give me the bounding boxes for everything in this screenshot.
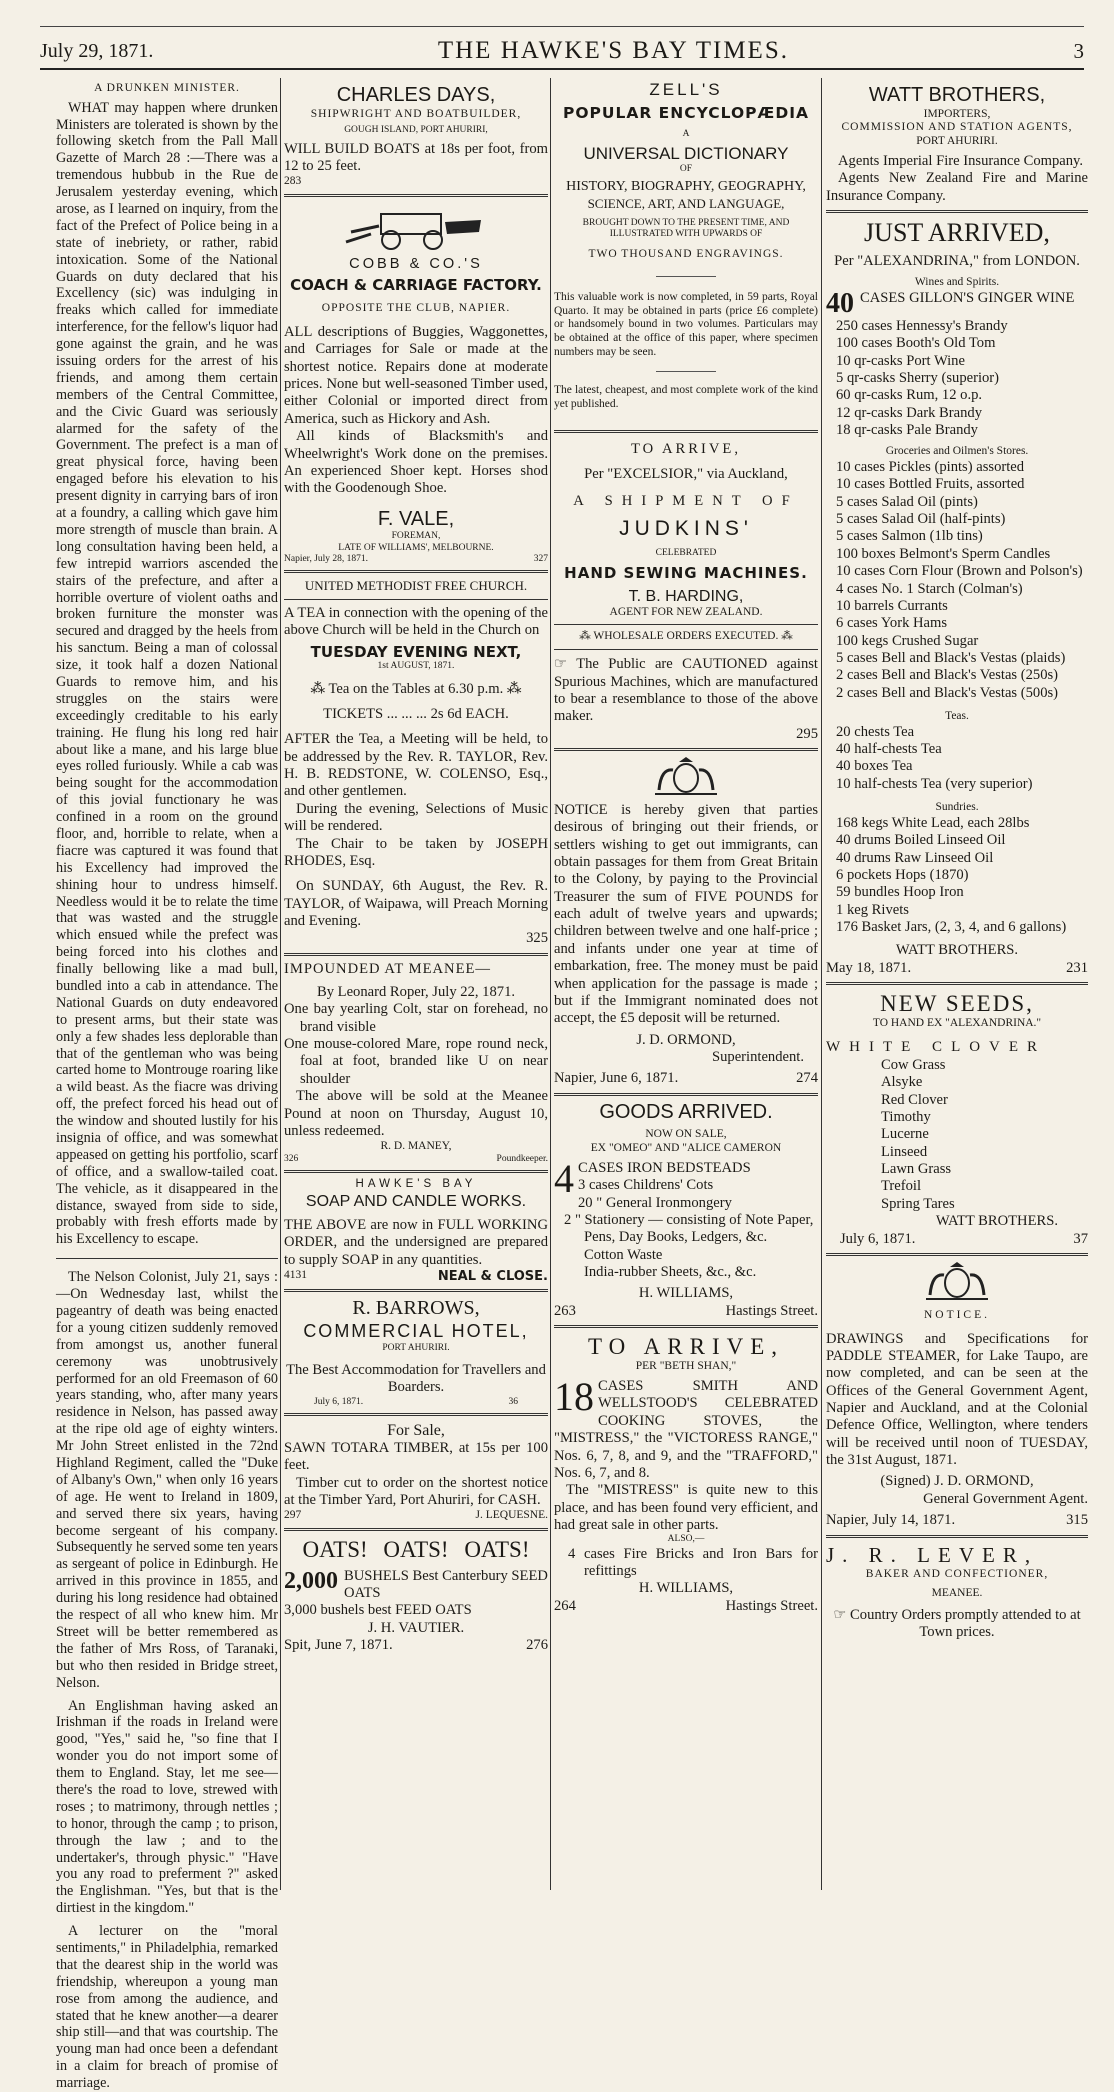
ad-signature: NEAL & CLOSE. bbox=[437, 1269, 548, 1285]
list-item: 100 kegs Crushed Sugar bbox=[836, 632, 979, 649]
ad-number: 264 bbox=[554, 1597, 576, 1614]
list-item: 10 cases Pickles (pints) assorted bbox=[836, 459, 1025, 476]
ad-number: 37 bbox=[1073, 1230, 1088, 1247]
ad-text: CELEBRATED bbox=[655, 547, 717, 558]
list-item: 100 boxes Belmont's Sperm Candles bbox=[836, 545, 1051, 562]
list-item: Timothy bbox=[881, 1109, 931, 1126]
page-number: 3 bbox=[1073, 38, 1084, 63]
ad-heading: JUST ARRIVED, bbox=[864, 217, 1050, 247]
ad-text bbox=[284, 681, 548, 698]
ad-address: PORT AHURIRI. bbox=[382, 1342, 450, 1353]
royal-arms-icon bbox=[922, 1261, 992, 1303]
ad-role: Superintendent. bbox=[711, 1048, 804, 1065]
ad-text: The Chair to be taken by JOSEPH RHODES, Esq. bbox=[284, 835, 548, 869]
list-item: 10 cases Corn Flour (Brown and Polson's) bbox=[836, 563, 1083, 580]
ad-number: 36 bbox=[508, 1396, 518, 1407]
ad-address: PORT AHURIRI. bbox=[916, 135, 998, 148]
list-item: 168 kegs White Lead, each 28lbs bbox=[836, 814, 1030, 831]
ad-heading: COACH & CARRIAGE FACTORY. bbox=[290, 275, 542, 294]
divider bbox=[656, 371, 716, 372]
ad-number: 297 bbox=[284, 1509, 302, 1522]
ad-date: Napier, July 14, 1871. bbox=[826, 1512, 956, 1529]
ad-text: The Best Accommodation for Travellers and Boarders. bbox=[286, 1361, 546, 1396]
ad-text: One mouse-colored Mare, rope round neck, foal at foot, branded like U on near shoulder bbox=[284, 1036, 548, 1087]
ad-text: THE ABOVE are now in FULL WORKING ORDER, and the undersigned are prepared to supply SOAP in any quantities. bbox=[284, 1216, 548, 1268]
divider bbox=[284, 570, 548, 573]
list-item: 5 qr-casks Sherry (superior) bbox=[836, 369, 1000, 386]
list-item: 20 chests Tea bbox=[836, 723, 915, 740]
list-item: 5 cases Salad Oil (half-pints) bbox=[836, 511, 1006, 528]
ad-heading: J. R. LEVER, bbox=[826, 1542, 1039, 1567]
royal-arms-icon bbox=[651, 756, 721, 798]
ad-text: This valuable work is now completed, in 59 parts, Royal Quarto. It may be obtained in parts (price £6 complete) or handsomely bound in two volumes. Particulars may be obtained at the office of this paper, where specimen numbers may be seen. bbox=[554, 290, 818, 358]
divider bbox=[284, 1413, 548, 1416]
oats-block bbox=[284, 1568, 548, 1603]
ad-text: PER "BETH SHAN," bbox=[635, 1360, 737, 1373]
ad-number: 263 bbox=[554, 1302, 576, 1319]
divider bbox=[656, 276, 716, 277]
ad-heading: TO ARRIVE, bbox=[630, 440, 741, 457]
ad-text: By Leonard Roper, July 22, 1871. bbox=[316, 984, 516, 1001]
ad-signature: WATT BROTHERS. bbox=[935, 1213, 1058, 1230]
list-item: 5 cases Salmon (1lb tins) bbox=[836, 528, 983, 545]
list-item: Lawn Grass bbox=[881, 1161, 952, 1178]
goods-list bbox=[554, 1155, 818, 1282]
article-text: WHAT may happen where drunken Ministers are tolerated is shown by the following sketch from the Pall Mall Gazette of March 28 :—There was a tremendous hubbub in the Rue de Jerusalem yesterday evening, which arose, as I learned on inquiry, from the fact of the Prefect of Police being in a state of inebriety, or rather, rabid intoxication. Some of the National Guards on duty declared that his Excellency (sic) was indulging in freaks which called for immediate interference, for the fellow's liquor had gone against the grain, and he was issuing orders for the arrest of his friends, and among them certain members of the Central Committee, and the Civic Guard was seriously alarmed for the safety of the Government. The prefect is a man of great physical force, having been engaged before his elevation to his present dignity in carrying bars of iron at a foundry, a calling which gave him more strength of muscle than brain. A long consultation having been held, a few intrepid warriors ascended the stairs of the prefecture, and after a horrible overture of violent oaths and broken furniture the monster was secured and dragged by the heels from his sanctum. Being a man of colossal size, it took half a dozen National Guards to remove him, and his struggles on the stairs were exceedingly creditable to his early training. He flung his long red hair about like a mane, and his large blue eyes rolled furiously. While a cab was being sought for the accommodation of this jovial functionary he was confined in a room on the ground floor, and, horrible to relate, when a fiacre was captured it was found that his Excellency had improved the shining hour to undress himself. Needless would it be to relate the time that was wasted and the struggle which ensued while the prefect was being forced into his clothes and finally bellowing like a mad bull, bundled into a cab in attendance. The National Guards on duty endeavored to present arms, but their state was only a few shades less deplorable than that of the gentleman who was being carted home to Montrouge roaring like a wild beast. As the fiacre was driving off, the prefect forced his head out of the window and shouted lustily for his insignia of office, and was somewhat appeased on getting his portfolio, scarf of office, and a swallow-tailed coat. The vehicle, as it disappeared in the distance, swayed from side to side, probably with fresh efforts made by his Excellency to escape. bbox=[56, 99, 278, 1248]
ad-number: 274 bbox=[796, 1070, 818, 1087]
ad-text: The "MISTRESS" is quite new to this place, and has been found very efficient, and had great sale in other parts. bbox=[554, 1482, 818, 1533]
ad-heading: SCIENCE, ART, AND LANGUAGE, bbox=[587, 196, 785, 212]
ad-footer bbox=[826, 1231, 1088, 1248]
ad-number: 295 bbox=[796, 725, 818, 742]
divider bbox=[554, 624, 818, 625]
ad-text: Agents New Zealand Fire and Marine Insurance Company. bbox=[826, 170, 1088, 204]
ad-role: Poundkeeper. bbox=[496, 1153, 548, 1164]
ad-subheading: COMMISSION AND STATION AGENTS, bbox=[841, 121, 1073, 134]
masthead bbox=[40, 34, 1084, 70]
ad-address: GOUGH ISLAND, PORT AHURIRI, bbox=[344, 125, 488, 136]
divider bbox=[826, 210, 1088, 213]
ad-text: SAWN TOTARA TIMBER, at 15s per 100 feet. bbox=[284, 1440, 548, 1474]
ad-footer bbox=[554, 1070, 818, 1087]
article-title: A DRUNKEN MINISTER. bbox=[94, 82, 240, 94]
ad-text: A bbox=[682, 128, 690, 139]
ad-text: A TEA in connection with the opening of the above Church will be held in the Church on bbox=[284, 604, 548, 639]
ad-text: WILL BUILD BOATS at 18s per foot, from 12 to 25 feet. bbox=[284, 140, 548, 175]
list-item: 5 cases Salad Oil (pints) bbox=[836, 493, 978, 510]
ad-text: Agents Imperial Fire Insurance Company. bbox=[838, 152, 1084, 169]
ad-heading: HISTORY, BIOGRAPHY, GEOGRAPHY, bbox=[566, 179, 806, 195]
divider bbox=[826, 1253, 1088, 1256]
ad-number: 326 bbox=[284, 1153, 299, 1164]
divider bbox=[284, 1528, 548, 1531]
ad-footer bbox=[284, 1509, 548, 1523]
column-rule bbox=[821, 78, 822, 1890]
ad-signature: R. D. MANEY, bbox=[380, 1140, 452, 1153]
ad-number: 327 bbox=[533, 554, 548, 565]
list-item: 10 barrels Currants bbox=[836, 597, 948, 614]
ad-text: On SUNDAY, 6th August, the Rev. R. TAYLOR, of Waipawa, will Preach Morning and Evening. bbox=[284, 878, 548, 929]
list-item: Spring Tares bbox=[881, 1195, 955, 1212]
list-item: Alsyke bbox=[881, 1074, 923, 1091]
ad-role: AGENT FOR NEW ZEALAND. bbox=[609, 605, 763, 618]
ad-heading: SOAP AND CANDLE WORKS. bbox=[305, 1192, 527, 1210]
ad-subheading: TO HAND EX "ALEXANDRINA." bbox=[872, 1017, 1042, 1030]
ad-heading: COBB & CO.'S bbox=[349, 256, 483, 273]
list-item: 10 half-chests Tea (very superior) bbox=[836, 775, 1033, 792]
ad-heading: UNIVERSAL DICTIONARY bbox=[583, 143, 789, 163]
list-item: 18 qr-casks Pale Brandy bbox=[836, 422, 978, 439]
tea-time: Tea on the Tables at 6.30 p.m. bbox=[328, 680, 504, 697]
ad-signature: F. VALE, bbox=[377, 507, 455, 530]
divider bbox=[284, 599, 548, 600]
column-rule bbox=[280, 78, 281, 1890]
ad-heading: JUDKINS' bbox=[619, 516, 753, 540]
ad-text: DRAWINGS and Specifications for PADDLE STEAMER, for Lake Taupo, are now completed, and can be seen at the Offices of the General Government Agent, Napier and Auckland, and at the Colonial Defence Office, Wellington, where tenders will be received until noon of TUESDAY, the 31st August, 1871. bbox=[826, 1330, 1088, 1469]
divider bbox=[554, 430, 818, 433]
ad-text: Per "ALEXANDRINA," from LONDON. bbox=[834, 252, 1080, 269]
divider bbox=[284, 194, 548, 197]
ad-heading: UNITED METHODIST FREE CHURCH. bbox=[304, 578, 528, 594]
paper-title: THE HAWKE'S BAY TIMES. bbox=[437, 37, 789, 64]
divider bbox=[56, 1258, 278, 1259]
list-item: 12 qr-casks Dark Brandy bbox=[836, 404, 983, 421]
ad-date: 1st AUGUST, 1871. bbox=[377, 661, 455, 672]
sundries-list bbox=[826, 815, 1088, 937]
ad-heading: HAND SEWING MACHINES. bbox=[564, 563, 808, 582]
list-item: 2 cases Bell and Black's Vestas (250s) bbox=[836, 667, 1059, 684]
list-item: 3 cases Childrens' Cots bbox=[578, 1177, 714, 1194]
issue-date: July 29, 1871. bbox=[40, 39, 154, 62]
ad-footer bbox=[284, 1397, 548, 1408]
quantity: 40 bbox=[826, 287, 854, 319]
ad-footer bbox=[284, 1154, 548, 1165]
divider bbox=[284, 1289, 548, 1292]
list-item bbox=[826, 287, 1088, 319]
divider bbox=[554, 1093, 818, 1096]
ad-heading: IMPOUNDED AT MEANEE— bbox=[284, 960, 492, 977]
ad-date: Napier, July 28, 1871. bbox=[284, 554, 369, 565]
ad-role: General Government Agent. bbox=[923, 1490, 1088, 1507]
list-item: 4 cases No. 1 Starch (Colman's) bbox=[836, 580, 1023, 597]
ad-text: OF bbox=[679, 164, 693, 175]
column-1 bbox=[56, 76, 278, 2092]
ad-number: 283 bbox=[284, 175, 302, 188]
top-rule bbox=[40, 26, 1084, 27]
section-label: Wines and Spirits. bbox=[914, 276, 1000, 289]
list-item: 40 half-chests Tea bbox=[836, 741, 942, 758]
list-item: 250 cases Hennessy's Brandy bbox=[836, 317, 1008, 334]
divider bbox=[284, 1170, 548, 1173]
arrival-block bbox=[554, 1374, 818, 1482]
ad-heading: NOTICE. bbox=[923, 1308, 991, 1321]
ad-heading: WATT BROTHERS, bbox=[868, 84, 1046, 106]
ad-role: LATE OF WILLIAMS', MELBOURNE. bbox=[338, 542, 494, 553]
ad-text bbox=[554, 630, 818, 644]
ad-number: 4131 bbox=[284, 1269, 307, 1282]
list-item: 40 drums Raw Linseed Oil bbox=[836, 849, 994, 866]
ad-text: The latest, cheapest, and most complete work of the kind yet published. bbox=[554, 384, 818, 410]
ad-subheading: BAKER AND CONFECTIONER, bbox=[865, 1567, 1049, 1580]
divider bbox=[554, 1325, 818, 1328]
list-item: Cotton Waste bbox=[584, 1246, 663, 1263]
ad-number: 325 bbox=[526, 930, 548, 947]
article-text: A lecturer on the "moral sentiments," in Philadelphia, remarked that the dearest ship in the world was friendship, whereupon a young man rose from among the audience, and stated that he knew another—a dearer ship still—and that was courtship. The young man had once been a defendant in a claim for breach of promise of marriage. bbox=[56, 1923, 278, 2092]
wine-list bbox=[826, 318, 1088, 440]
divider bbox=[554, 649, 818, 650]
ad-heading: ZELL'S bbox=[649, 80, 723, 99]
article-text: An Englishman having asked an Irishman if the roads in Ireland were good, "Yes," said he, "so fine that I wonder you do not import some of them to England. Stay, let me see—there's the road to love, strewed with roses ; to matrimony, through nettles ; to honor, through the camp ; to prison, through the law ; and to the undertaker's, through physic." "Have you any road to preferment ?" asked the Englishman. "Yes, but that is the dirtiest in the kingdom." bbox=[56, 1697, 278, 1917]
column-2 bbox=[284, 76, 548, 1894]
list-item: 10 qr-casks Port Wine bbox=[836, 352, 965, 369]
ad-heading: TWO THOUSAND ENGRAVINGS. bbox=[588, 248, 784, 261]
ad-heading: COMMERCIAL HOTEL, bbox=[303, 1321, 529, 1342]
ad-footer bbox=[554, 1598, 818, 1615]
ad-subheading: SHIPWRIGHT AND BOATBUILDER, bbox=[310, 107, 522, 120]
list-item: 10 cases Bottled Fruits, assorted bbox=[836, 476, 1025, 493]
tea-list bbox=[826, 724, 1088, 793]
ad-footer bbox=[826, 960, 1088, 977]
list-item: 6 pockets Hops (1870) bbox=[836, 866, 969, 883]
list-item: 176 Basket Jars, (2, 3, 4, and 6 gallons) bbox=[836, 919, 1067, 936]
list-item: 2 cases Bell and Black's Vestas (500s) bbox=[836, 684, 1059, 701]
ad-text bbox=[554, 656, 818, 725]
drop-cap: 18 bbox=[554, 1374, 594, 1420]
ad-heading: R. BARROWS, bbox=[352, 1297, 480, 1320]
list-item: CASES IRON BEDSTEADS bbox=[578, 1159, 751, 1176]
ad-role: FOREMAN, bbox=[391, 531, 441, 542]
ad-footer bbox=[284, 1269, 548, 1284]
ad-text: All kinds of Blacksmith's and Wheelwright's Work done on the premises. An experienced Shoer kept. Horses shod with the Goodenough Shoe. bbox=[284, 428, 548, 497]
asterism-icon: ⁂ bbox=[778, 630, 793, 643]
asterism-icon: ⁂ bbox=[579, 630, 594, 643]
asterism-icon: ⁂ bbox=[310, 680, 329, 697]
ad-heading: GOODS ARRIVED. bbox=[599, 1100, 773, 1123]
ad-heading: TUESDAY EVENING NEXT, bbox=[310, 642, 522, 661]
ad-text: CASES SMITH AND WELLSTOOD'S CELEBRATED COOKING STOVES, the "MISTRESS," the "VICTORESS RANGE," Nos. 6, 7, 8, and 9, and the "TRAFFORD," Nos. 6, 7, and 8. bbox=[554, 1378, 818, 1481]
ad-footer bbox=[284, 554, 548, 565]
ad-text: BUSHELS Best Canterbury SEED OATS bbox=[344, 1567, 548, 1601]
list-item: Linseed bbox=[881, 1143, 928, 1160]
list-item: Lucerne bbox=[881, 1126, 929, 1143]
list-item: Cow Grass bbox=[881, 1056, 946, 1073]
ad-footer bbox=[826, 1512, 1088, 1529]
ad-text: EX "OMEO" AND "ALICE CAMERON bbox=[590, 1142, 782, 1155]
pointing-hand-icon: ☞ bbox=[833, 1606, 851, 1623]
list-item: 40 boxes Tea bbox=[836, 758, 913, 775]
column-rule bbox=[550, 78, 551, 1890]
ad-text: 4 cases Fire Bricks and Iron Bars for refittings bbox=[568, 1545, 818, 1579]
ad-heading: NEW SEEDS, bbox=[880, 991, 1034, 1017]
list-item: 5 cases Bell and Black's Vestas (plaids) bbox=[836, 650, 1066, 666]
drop-cap: 4 bbox=[554, 1155, 574, 1201]
ad-address: OPPOSITE THE CLUB, NAPIER. bbox=[321, 302, 511, 315]
ad-text: ALL descriptions of Buggies, Waggonettes, and Carriages for Sale or made at the shortest notice. Repairs done at moderate prices. None but well-seasoned Timber used, either Colonial or imported direct from America, such as Hickory and Ash. bbox=[284, 324, 548, 427]
section-label: Sundries. bbox=[935, 801, 979, 814]
ad-text: NOTICE is hereby given that parties desirous of bringing out their friends, or settlers wishing to get out immigrants, can obtain passages for them from Great Britain to the Colony, by paying to the Provincial Treasurer the sum of FIVE POUNDS for each adult of twelve years and upwards; children between twelve and one half-price ; and infants under one year at time of embarkation, free. The money must be paid when application for the passage is made ; but if the Immigrant nominated does not accept, the £5 deposit will be returned. bbox=[554, 801, 818, 1027]
ad-footer bbox=[284, 1637, 548, 1654]
ad-text bbox=[826, 1607, 1088, 1642]
ad-signature: J. D. ORMOND, bbox=[636, 1031, 736, 1048]
column-3 bbox=[554, 76, 818, 1894]
list-item: Red Clover bbox=[881, 1091, 948, 1108]
list-item: 6 cases York Hams bbox=[836, 615, 948, 632]
ad-text: 3,000 bushels best FEED OATS bbox=[284, 1602, 472, 1619]
ad-text: ALSO,— bbox=[667, 1534, 705, 1545]
ad-text: Timber cut to order on the shortest notice at the Timber Yard, Port Ahuriri, for CASH. bbox=[284, 1474, 548, 1509]
asterism-icon: ⁂ bbox=[503, 680, 522, 697]
ad-signature: J. H. VAUTIER. bbox=[367, 1619, 465, 1636]
ad-text: During the evening, Selections of Music will be rendered. bbox=[284, 800, 548, 835]
caution-text: The Public are CAUTIONED against Spurious Machines, which are manufactured to bear a resemblance to those of the above maker. bbox=[554, 656, 818, 725]
oats-quantity: 2,000 bbox=[284, 1567, 338, 1594]
ad-text: NOW ON SALE, bbox=[645, 1128, 727, 1141]
ad-text: One bay yearling Colt, star on forehead, no brand visible bbox=[284, 1001, 548, 1035]
coach-icon bbox=[341, 202, 491, 252]
ad-date: July 6, 1871. bbox=[314, 1396, 364, 1407]
list-item: India-rubber Sheets, &c., &c. bbox=[584, 1263, 757, 1280]
ad-text: The above will be sold at the Meanee Pound at noon on Thursday, August 10, unless redeemed. bbox=[284, 1088, 548, 1139]
ad-address: Hastings Street. bbox=[725, 1597, 818, 1614]
ad-number: 231 bbox=[1066, 959, 1088, 976]
ad-signature: WATT BROTHERS. bbox=[895, 942, 1019, 959]
ad-text: A SHIPMENT OF bbox=[573, 493, 799, 510]
column-4 bbox=[826, 76, 1088, 1894]
ad-signature: T. B. HARDING, bbox=[628, 587, 744, 605]
ad-text: BROUGHT DOWN TO THE PRESENT TIME, AND ILLUSTRATED WITH UPWARDS OF bbox=[582, 217, 790, 239]
ad-address: Hastings Street. bbox=[725, 1302, 818, 1319]
section-label: Teas. bbox=[945, 710, 969, 723]
divider bbox=[554, 748, 818, 751]
ad-heading: WHITE CLOVER bbox=[826, 1039, 1047, 1056]
ad-signature: H. WILLIAMS, bbox=[638, 1285, 734, 1302]
divider bbox=[826, 1535, 1088, 1538]
ad-heading: CHARLES DAYS, bbox=[336, 84, 496, 106]
article-text: The Nelson Colonist, July 21, says :—On Wednesday last, whilst the pageantry of death was being enacted for a young citizen suddenly removed from amongst us, another funeral ceremony was unobtrusively performed for an old Freemason of 60 years standing, who, after many years residence in Nelson, has passed away at the ripe old age of eighty winters. Mr John Street enlisted in the 72nd Highland Regiment, called the "Duke of Albany's Own," when only 16 years of age. He went to Ireland in 1809, and served there six years, having become sergeant of his company. Subsequently he served some ten years as sergeant of police in Edinburgh. He arrived in this province in 1855, and during his long residence had obtained the respect of all who knew him. Mr Street will be better remembered as the father of Mrs Ross, of Taranaki, but who then resided in Bridge street, Nelson. bbox=[56, 1269, 278, 1691]
pointing-hand-icon: ☞ bbox=[554, 656, 577, 673]
ad-number: 315 bbox=[1066, 1512, 1088, 1529]
seed-list bbox=[826, 1057, 1088, 1213]
ad-heading: HAWKE'S BAY bbox=[355, 1178, 477, 1191]
ad-signature: H. WILLIAMS, bbox=[638, 1580, 734, 1597]
ad-signature: (Signed) J. D. ORMOND, bbox=[880, 1473, 1034, 1490]
ad-text: Per "EXCELSIOR," via Auckland, bbox=[584, 465, 788, 482]
ad-heading: POPULAR ENCYCLOPÆDIA bbox=[563, 104, 809, 123]
list-item: 20 " General Ironmongery bbox=[578, 1194, 732, 1211]
ad-date: May 18, 1871. bbox=[826, 959, 912, 976]
divider bbox=[284, 953, 548, 956]
item-text: CASES GILLON'S GINGER WINE bbox=[860, 289, 1075, 306]
ad-footer bbox=[554, 1303, 818, 1320]
section-label: Groceries and Oilmen's Stores. bbox=[885, 445, 1029, 458]
list-item: 60 qr-casks Rum, 12 o.p. bbox=[836, 387, 983, 404]
ad-signature: J. LEQUESNE. bbox=[475, 1509, 548, 1522]
ad-number: 276 bbox=[526, 1636, 548, 1653]
ad-date: Napier, June 6, 1871. bbox=[554, 1070, 679, 1087]
ad-heading: For Sale, bbox=[387, 1422, 445, 1439]
list-item: 100 cases Booth's Old Tom bbox=[836, 335, 996, 352]
ad-address: MEANEE. bbox=[931, 1587, 983, 1600]
list-item: 1 keg Rivets bbox=[836, 901, 909, 918]
orders-text: Country Orders promptly attended to at Town prices. bbox=[850, 1606, 1081, 1641]
ad-subheading: IMPORTERS, bbox=[923, 107, 991, 120]
list-item: 59 bundles Hoop Iron bbox=[836, 884, 964, 901]
ad-date: July 6, 1871. bbox=[840, 1230, 916, 1247]
ad-text: AFTER the Tea, a Meeting will be held, to be addressed by the Rev. R. TAYLOR, Rev. H. B. REDSTONE, W. COLENSO, Esq., and other gentlemen. bbox=[284, 731, 548, 800]
wholesale-note: WHOLESALE ORDERS EXECUTED. bbox=[593, 630, 779, 643]
ad-text: TICKETS ... ... ... 2s 6d EACH. bbox=[323, 706, 509, 722]
list-item: Trefoil bbox=[881, 1178, 922, 1195]
list-item: 40 drums Boiled Linseed Oil bbox=[836, 832, 1006, 849]
divider bbox=[826, 982, 1088, 985]
grocery-list bbox=[826, 459, 1088, 702]
list-item: 2 " Stationery — consisting of Note Paper, Pens, Day Books, Ledgers, &c. bbox=[564, 1211, 814, 1246]
ad-date: Spit, June 7, 1871. bbox=[284, 1636, 393, 1653]
ad-heading: TO ARRIVE, bbox=[587, 1334, 785, 1360]
ad-heading: OATS! OATS! OATS! bbox=[302, 1537, 530, 1563]
